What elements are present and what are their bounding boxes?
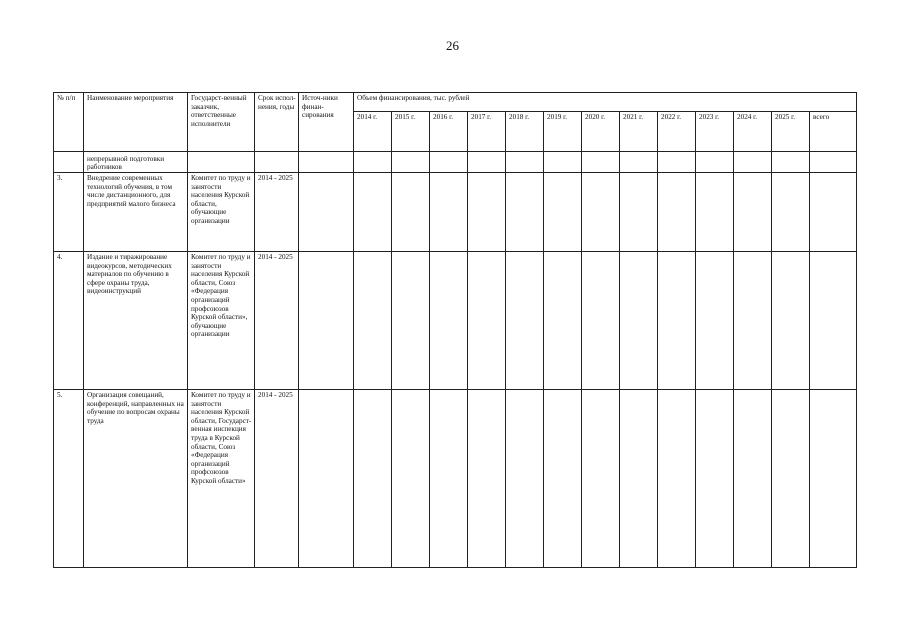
cell-amount <box>582 152 620 173</box>
cell-customer: Комитет по труду и занятости населения Курской области, Союз «Федерация организаций профсоюзов Курской области», обучающие организации <box>188 252 255 390</box>
cell-amount <box>392 152 430 173</box>
table-row <box>54 173 857 252</box>
cell-amount <box>772 390 810 568</box>
cell-amount <box>658 173 696 252</box>
cell-total <box>810 152 857 173</box>
year-header: 2023 г. <box>696 112 734 152</box>
cell-amount <box>734 252 772 390</box>
cell-amount <box>392 173 430 252</box>
header-num: № п/п <box>54 93 84 152</box>
header-name: Наименование мероприятия <box>84 93 188 152</box>
table-row <box>54 390 857 568</box>
cell-num: 3. <box>54 173 84 252</box>
year-header: 2015 г. <box>392 112 430 152</box>
year-header: 2024 г. <box>734 112 772 152</box>
cell-amount <box>468 390 506 568</box>
cell-amount <box>620 390 658 568</box>
cell-amount <box>772 152 810 173</box>
year-header: 2018 г. <box>506 112 544 152</box>
cell-term: 2014 - 2025 <box>255 390 299 568</box>
cell-term <box>255 152 299 173</box>
header-source: Источ-ники финан-сирования <box>299 93 354 152</box>
cell-amount <box>392 390 430 568</box>
cell-total <box>810 390 857 568</box>
year-header: 2014 г. <box>354 112 392 152</box>
cell-amount <box>620 152 658 173</box>
cell-amount <box>430 152 468 173</box>
cell-amount <box>430 173 468 252</box>
cell-amount <box>582 173 620 252</box>
year-header: 2022 г. <box>658 112 696 152</box>
cell-term: 2014 - 2025 <box>255 173 299 252</box>
cell-amount <box>506 390 544 568</box>
cell-name: непрерывной подготовки работников <box>84 152 188 173</box>
cell-amount <box>582 390 620 568</box>
cell-source <box>299 390 354 568</box>
year-header: 2017 г. <box>468 112 506 152</box>
year-header: 2020 г. <box>582 112 620 152</box>
cell-amount <box>506 252 544 390</box>
cell-amount <box>696 390 734 568</box>
cell-amount <box>354 173 392 252</box>
year-header: 2019 г. <box>544 112 582 152</box>
cell-customer <box>188 152 255 173</box>
year-header: 2025 г. <box>772 112 810 152</box>
cell-amount <box>544 173 582 252</box>
cell-amount <box>734 173 772 252</box>
cell-num: 4. <box>54 252 84 390</box>
cell-amount <box>696 152 734 173</box>
cell-amount <box>354 390 392 568</box>
cell-amount <box>620 252 658 390</box>
cell-amount <box>430 390 468 568</box>
table-row <box>54 252 857 390</box>
funding-table <box>53 92 857 568</box>
cell-num: 5. <box>54 390 84 568</box>
cell-total <box>810 252 857 390</box>
cell-amount <box>506 152 544 173</box>
cell-amount <box>544 390 582 568</box>
header-volume: Объем финансирования, тыс. рублей <box>354 93 857 112</box>
year-header: 2016 г. <box>430 112 468 152</box>
cell-customer: Комитет по труду и занятости населения Курской области, обучающие организации <box>188 173 255 252</box>
cell-amount <box>696 252 734 390</box>
cell-source <box>299 173 354 252</box>
cell-name: Внедрение современных технологий обучения, в том числе дистанционного, для предприятий малого бизнеса <box>84 173 188 252</box>
cell-amount <box>696 173 734 252</box>
cell-amount <box>392 252 430 390</box>
cell-amount <box>772 173 810 252</box>
cell-num <box>54 152 84 173</box>
cell-source <box>299 252 354 390</box>
cell-source <box>299 152 354 173</box>
cell-name: Организация совещаний, конференций, направленных на обучение по вопросам охраны труда <box>84 390 188 568</box>
cell-amount <box>354 152 392 173</box>
year-header-total: всего <box>810 112 857 152</box>
cell-name: Издание и тиражирование видеокурсов, методических материалов по обучению в сфере охраны труда, видеоинструкций <box>84 252 188 390</box>
table-row-continuation <box>54 152 857 173</box>
header-term: Срок испол-нения, годы <box>255 93 299 152</box>
header-customer: Государст-венный заказчик, ответственные исполнители <box>188 93 255 152</box>
cell-amount <box>734 152 772 173</box>
cell-amount <box>468 152 506 173</box>
cell-amount <box>658 252 696 390</box>
cell-amount <box>658 390 696 568</box>
cell-amount <box>468 252 506 390</box>
cell-amount <box>658 152 696 173</box>
page-number: 26 <box>446 38 459 53</box>
cell-amount <box>620 173 658 252</box>
cell-amount <box>430 252 468 390</box>
cell-amount <box>544 252 582 390</box>
cell-total <box>810 173 857 252</box>
cell-amount <box>582 252 620 390</box>
header-row-main <box>54 93 857 112</box>
cell-amount <box>544 152 582 173</box>
cell-term: 2014 - 2025 <box>255 252 299 390</box>
cell-amount <box>772 252 810 390</box>
cell-amount <box>354 252 392 390</box>
cell-amount <box>506 173 544 252</box>
year-header: 2021 г. <box>620 112 658 152</box>
cell-amount <box>734 390 772 568</box>
cell-amount <box>468 173 506 252</box>
cell-customer: Комитет по труду и занятости населения Курской области, Государст-венная инспекция труда в Курской области, Союз «Федерация организаций профсоюзов Курской области» <box>188 390 255 568</box>
